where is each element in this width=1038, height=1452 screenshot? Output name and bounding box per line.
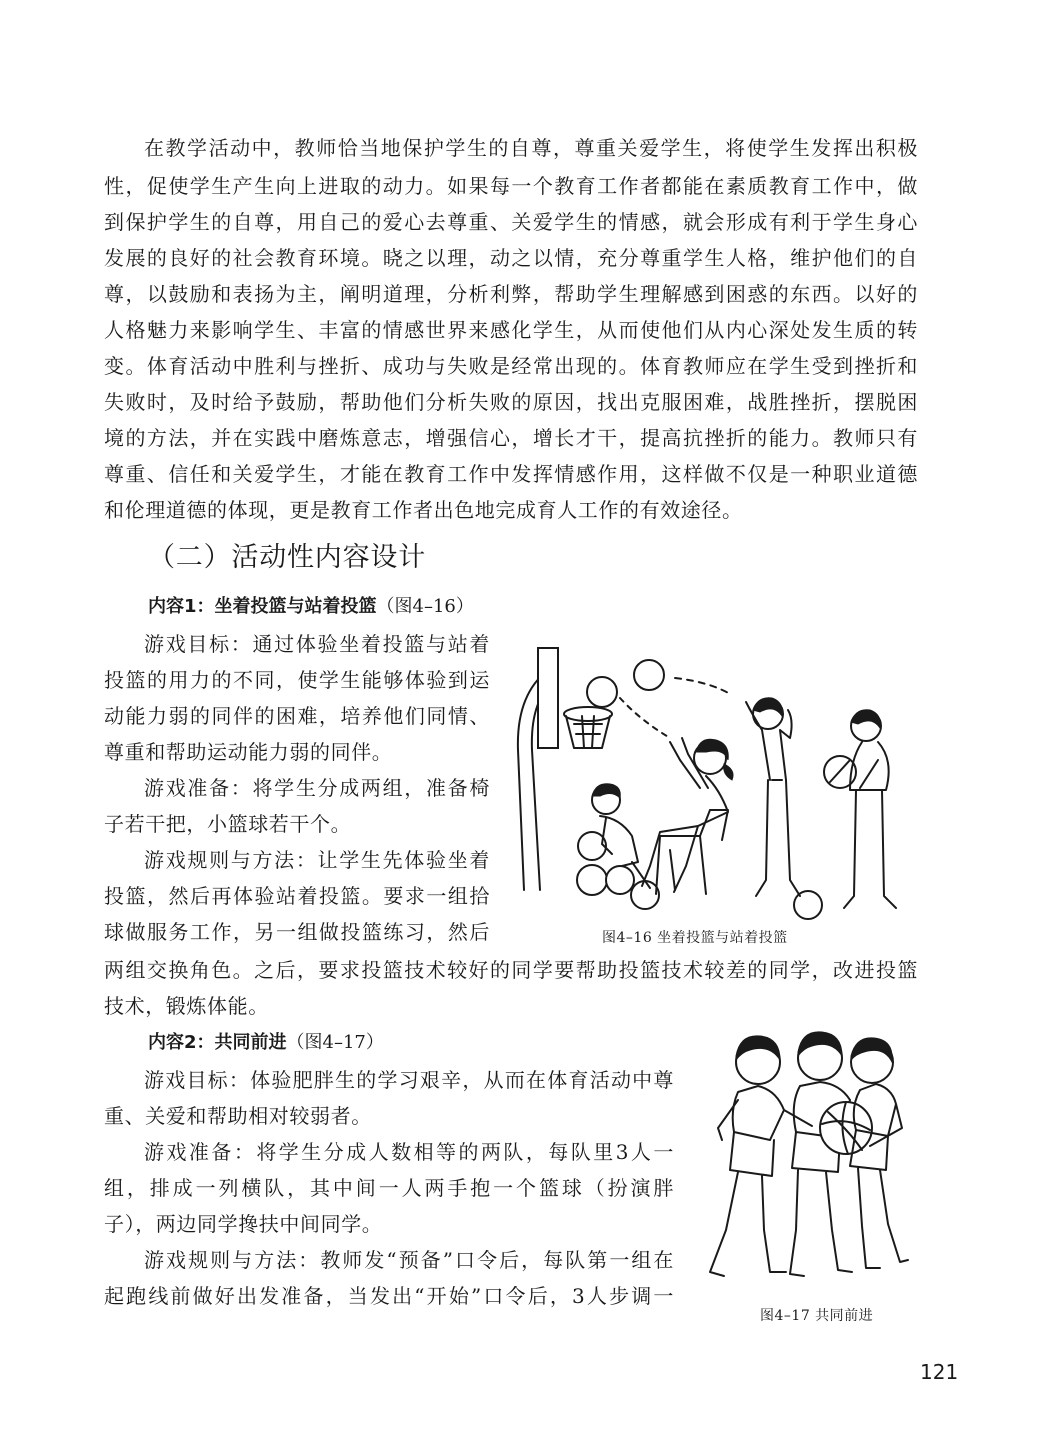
content2-line: 游戏规则与方法：教师发“预备”口令后，每队第一组在 bbox=[144, 1248, 674, 1272]
paragraph-line: 和伦理道德的体现，更是教育工作者出色地完成育人工作的有效途径。 bbox=[104, 498, 743, 522]
paragraph-line: 变。体育活动中胜利与挫折、成功与失败是经常出现的。体育教师应在学生受到挫折和 bbox=[104, 354, 918, 378]
paragraph-line: 性，促使学生产生向上进取的动力。如果每一个教育工作者都能在素质教育工作中，做 bbox=[104, 174, 918, 198]
content1-line: 游戏规则与方法：让学生先体验坐着 bbox=[144, 848, 490, 872]
content2-line: 子），两边同学搀扶中间同学。 bbox=[104, 1212, 383, 1236]
figure-basketball-shooting bbox=[510, 640, 930, 925]
content1-line: 子若干把，小篮球若干个。 bbox=[104, 812, 352, 836]
content1-line: 两组交换角色。之后，要求投篮技术较好的同学要帮助投篮技术较差的同学，改进投篮 bbox=[104, 958, 918, 982]
section-title: （二）活动性内容设计 bbox=[148, 542, 426, 573]
figure-4-16-caption: 图4–16 坐着投篮与站着投篮 bbox=[602, 930, 788, 946]
content2-line: 游戏目标：体验肥胖生的学习艰辛，从而在体育活动中尊 bbox=[144, 1068, 674, 1092]
content1-heading-bold: 内容1：坐着投篮与站着投篮 bbox=[148, 596, 377, 617]
content2-line: 起跑线前做好出发准备，当发出“开始”口令后，3人步调一 bbox=[104, 1284, 674, 1308]
figure-4-17-caption: 图4–17 共同前进 bbox=[760, 1308, 874, 1324]
paragraph-line: 到保护学生的自尊，用自己的爱心去尊重、关爱学生的情感，就会形成有利于学生身心 bbox=[104, 210, 918, 234]
content1-line: 投篮，然后再体验站着投篮。要求一组拾 bbox=[104, 884, 490, 908]
content1-line: 尊重和帮助运动能力弱的同伴。 bbox=[104, 740, 393, 764]
content2-line: 游戏准备：将学生分成人数相等的两队，每队里3人一 bbox=[144, 1140, 674, 1164]
paragraph-line: 尊，以鼓励和表扬为主，阐明道理，分析利弊，帮助学生理解感到困惑的东西。以好的 bbox=[104, 282, 918, 306]
paragraph-line: 人格魅力来影响学生、丰富的情感世界来感化学生，从而使他们从内心深处发生质的转 bbox=[104, 318, 918, 342]
content1-line: 动能力弱的同伴的困难，培养他们同情、 bbox=[104, 704, 490, 728]
paragraph-line: 失败时，及时给予鼓励，帮助他们分析失败的原因，找出克服困难，战胜挫折，摆脱困 bbox=[104, 390, 918, 414]
content1-line: 游戏准备：将学生分成两组，准备椅 bbox=[144, 776, 490, 800]
paragraph-line: 尊重、信任和关爱学生，才能在教育工作中发挥情感作用，这样做不仅是一种职业道德 bbox=[104, 462, 918, 486]
content1-line: 投篮的用力的不同，使学生能够体验到运 bbox=[104, 668, 490, 692]
content2-line: 组，排成一列横队，其中间一人两手抱一个篮球（扮演胖 bbox=[104, 1176, 674, 1200]
content2-line: 重、关爱和帮助相对较弱者。 bbox=[104, 1104, 372, 1128]
content1-line: 技术，锻炼体能。 bbox=[104, 994, 269, 1018]
content2-heading-bold: 内容2：共同前进 bbox=[148, 1032, 287, 1053]
figure-moving-forward-together bbox=[700, 1020, 910, 1298]
three-children-illustration bbox=[700, 1020, 910, 1298]
content2-heading-ref: （图4–17） bbox=[286, 1032, 384, 1053]
paragraph-line: 境的方法，并在实践中磨炼意志，增强信心，增长才干，提高抗挫折的能力。教师只有 bbox=[104, 426, 918, 450]
content2-heading bbox=[148, 1028, 384, 1058]
paragraph-line: 发展的良好的社会教育环境。晓之以理，动之以情，充分尊重学生人格，维护他们的自 bbox=[104, 246, 918, 270]
basketball-shooting-illustration bbox=[510, 640, 930, 925]
page-number: 121 bbox=[920, 1360, 959, 1384]
content1-heading bbox=[148, 592, 474, 622]
content1-heading-ref: （图4–16） bbox=[376, 596, 474, 617]
paragraph-line: 在教学活动中，教师恰当地保护学生的自尊，尊重关爱学生，将使学生发挥出积极 bbox=[144, 136, 918, 160]
content1-line: 游戏目标：通过体验坐着投篮与站着 bbox=[144, 632, 490, 656]
content1-line: 球做服务工作，另一组做投篮练习，然后 bbox=[104, 920, 490, 944]
